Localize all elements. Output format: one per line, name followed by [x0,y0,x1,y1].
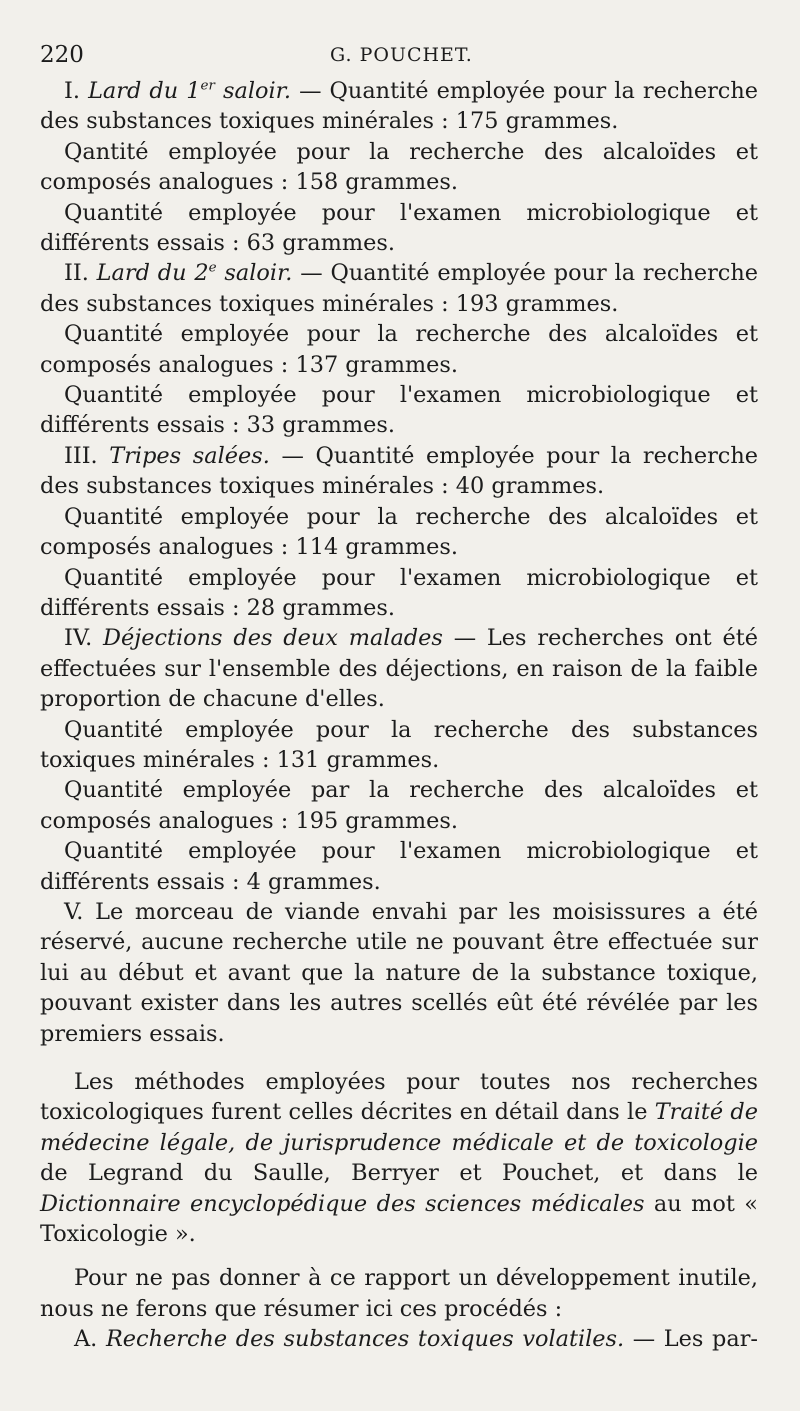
item-2-numeral: II. [64,260,89,287]
treatise-title: Traité de médecine légale, de jurisprudence médicale et de toxicologie [40,1099,758,1156]
item-3-line-1: Quantité employée pour la recherche des alcaloïdes et composés analogues : 114 grammes. [40,503,758,561]
section-a-label: A. [74,1326,98,1353]
running-head: G. POUCHET. [330,44,473,66]
item-1-line-1: Qantité employée pour la recherche des alcaloïdes et composés analogues : 158 grammes. [40,138,758,196]
item-4-paragraph [40,623,758,714]
item-3-paragraph [40,441,758,502]
dictionary-title: Dictionnaire encyclopédique des sciences médicales [40,1190,645,1217]
item-1-line-2: Quantité employée pour l'examen microbiologique et différents essais : 63 grammes. [40,199,758,257]
item-1-numeral: I. [64,78,80,104]
item-4-line-2: Quantité employée par la recherche des alcaloïdes et composés analogues : 195 grammes. [40,777,758,834]
item-4-label: Déjections des deux malades [103,625,443,652]
item-5-paragraph [40,897,758,1049]
item-2-paragraph [40,258,758,319]
item-2-line-2: Quantité employée pour l'examen microbiologique et différents essais : 33 grammes. [40,382,758,439]
item-2-intro: — Quantité employée pour la recherche des substances toxiques minérales : 193 grammes. [40,260,758,317]
item-1-paragraph [40,76,758,137]
item-3-intro: — Quantité employée pour la recherche des substances toxiques minérales : 40 grammes. [40,442,758,500]
methods-paragraph: Les méthodes employées pour toutes nos recherches toxicologiques furent celles décrites en détail dans le Traité de médecine légale, de jurisprudence médicale et de toxicologie de Legrand du Saulle, Berryer et Pouchet, et dans le Dictionnaire encyclopédique des sciences médicales au mot « Toxicologie ». [40,1069,758,1248]
page-number: 220 [40,42,84,68]
item-1-intro: — Quantité employée pour la recherche des substances toxiques minérales : 175 grammes. [40,78,758,135]
item-4-numeral: IV. [64,625,93,652]
item-3-line-2: Quantité employée pour l'examen microbiologique et différents essais : 28 grammes. [40,564,758,621]
item-2-label: Lard du 2e saloir. [96,260,293,287]
page-header [40,30,758,76]
summary-paragraph: Pour ne pas donner à ce rapport un développement inutile, nous ne ferons que résumer ici ces procédés : [40,1265,758,1322]
item-4-line-1: Quantité employée pour la recherche des substances toxiques minérales : 131 grammes. [40,716,758,773]
item-3-label: Tripes salées. [109,442,270,469]
section-a-paragraph [40,1324,758,1354]
section-a-title: Recherche des substances toxiques volatiles. [105,1326,625,1353]
body-text [40,76,758,1355]
item-4-intro: — Les recherches ont été effectuées sur l'ensemble des déjections, en raison de la faible proportion de chacune d'elles. [40,625,758,713]
item-3-numeral: III. [64,442,98,469]
item-5-numeral: V. [64,898,84,925]
item-2-line-1: Quantité employée pour la recherche des alcaloïdes et composés analogues : 137 grammes. [40,321,758,378]
section-a-text: — Les par- [624,1326,758,1353]
item-1-label: Lard du 1er saloir. [88,78,291,104]
item-4-line-3: Quantité employée pour l'examen microbiologique et différents essais : 4 grammes. [40,838,758,895]
item-5-text: Le morceau de viande envahi par les moisissures a été réservé, aucune recherche utile ne pouvant être effectuée sur lui au début et avant que la nature de la substance toxique, pouvant exister dans les autres scellés eût été révélée par les premiers essais. [40,898,758,1047]
